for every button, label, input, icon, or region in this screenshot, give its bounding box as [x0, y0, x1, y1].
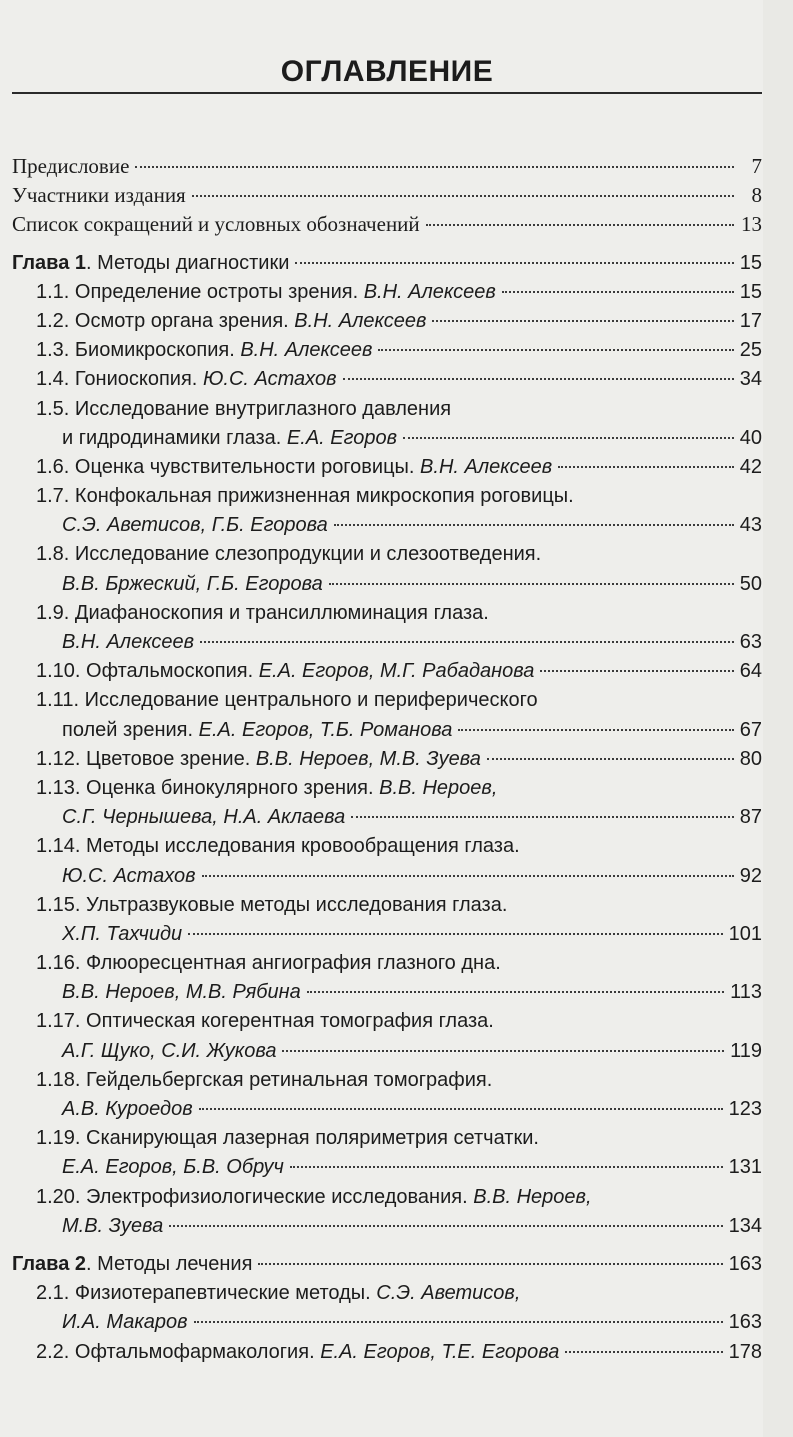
entry-text	[36, 336, 372, 365]
section-author: С.Э. Аветисов, Г.Б. Егорова	[62, 514, 328, 537]
section-title: Исследование слезопродукции и слезоотведения.	[74, 543, 542, 566]
section-author: В.В. Нероев, М.В. Зуева	[255, 747, 481, 770]
page-number: 101	[728, 922, 762, 945]
entry-text	[62, 1308, 188, 1337]
page-number: 113	[730, 981, 762, 1004]
section-number: 1.4.	[36, 368, 70, 391]
entry-text	[36, 832, 520, 861]
section-number: 1.19.	[36, 1127, 81, 1150]
page-number: 34	[739, 368, 762, 391]
toc-entry-1-6[interactable]	[12, 453, 762, 482]
entry-title: Участники издания	[12, 183, 186, 208]
leader-dots	[135, 166, 734, 168]
page-number: 8	[751, 183, 762, 208]
leader-dots	[200, 641, 734, 643]
entry-text	[36, 745, 481, 774]
section-title: Осмотр органа зрения.	[74, 309, 289, 332]
leader-dots	[295, 262, 733, 264]
entry-text	[36, 1066, 492, 1095]
section-title: Офтальмофармакология.	[74, 1340, 315, 1363]
entry-line-continued	[12, 1308, 762, 1337]
toc-chapter-1[interactable]	[12, 249, 762, 278]
section-title: Физиотерапевтические методы.	[74, 1282, 371, 1305]
entry-line-continued	[12, 978, 762, 1007]
entry-text	[62, 424, 397, 453]
page-number: 13	[741, 212, 762, 237]
entry-line	[12, 1183, 762, 1212]
entry-line	[12, 395, 762, 424]
toc-entry-1-8[interactable]	[12, 540, 762, 598]
toc-entry-1-4[interactable]	[12, 365, 762, 394]
entry-text	[36, 1007, 494, 1036]
section-number: 1.9.	[36, 601, 70, 624]
section-number: 1.2.	[36, 309, 70, 332]
section-title: Исследование внутриглазного давления	[74, 397, 452, 420]
section-title: Электрофизиологические исследования.	[86, 1185, 468, 1208]
page-number: 80	[739, 747, 762, 770]
section-author: Е.А. Егоров, Б.В. Обруч	[62, 1156, 284, 1179]
leader-dots	[540, 670, 733, 672]
toc-entry-1-20[interactable]	[12, 1183, 762, 1241]
entry-line-continued	[12, 1153, 762, 1182]
leader-dots	[343, 378, 734, 380]
page-edge-shadow	[763, 0, 793, 1437]
page-number: 50	[739, 572, 762, 595]
toc-entry-1-16[interactable]	[12, 949, 762, 1007]
section-author-continued: И.А. Макаров	[62, 1311, 188, 1334]
entry-line	[12, 307, 762, 336]
table-of-contents	[12, 152, 762, 1367]
section-number: 1.14.	[36, 835, 81, 858]
toc-entry-1-19[interactable]	[12, 1124, 762, 1182]
entry-text	[62, 803, 345, 832]
section-number: 2.1.	[36, 1282, 70, 1305]
entry-line	[12, 1066, 762, 1095]
section-title: Гониоскопия.	[74, 368, 198, 391]
page-number: 92	[739, 864, 762, 887]
leader-dots	[487, 758, 734, 760]
entry-text	[62, 716, 452, 745]
section-author: В.В. Нероев,	[473, 1185, 592, 1208]
leader-dots	[458, 729, 733, 731]
entry-text	[36, 1279, 520, 1308]
section-author: В.Н. Алексеев	[420, 455, 553, 478]
entry-text	[62, 511, 328, 540]
page-number: 178	[728, 1340, 762, 1363]
toc-entry-2-1[interactable]	[12, 1279, 762, 1337]
entry-text	[36, 599, 489, 628]
section-author: А.В. Куроедов	[62, 1098, 193, 1120]
toc-entry-1-1[interactable]	[12, 278, 762, 307]
entry-line-continued	[12, 424, 762, 453]
page-number: 123	[728, 1098, 762, 1120]
leader-dots	[188, 933, 722, 935]
toc-entry-1-12[interactable]	[12, 745, 762, 774]
entry-title: Список сокращений и условных обозначений	[12, 212, 420, 237]
leader-dots	[202, 875, 734, 877]
entry-text	[62, 862, 196, 891]
entry-line	[12, 774, 762, 803]
section-author: Х.П. Тахчиди	[62, 922, 183, 945]
entry-line	[12, 1279, 762, 1308]
entry-line-continued	[12, 803, 762, 832]
toc-entry-1-2[interactable]	[12, 307, 762, 336]
leader-dots	[307, 991, 724, 993]
section-title: Флюоресцентная ангиография глазного дна.	[86, 952, 501, 975]
leader-dots	[192, 195, 734, 197]
toc-entry-preface[interactable]	[12, 152, 762, 181]
entry-text	[36, 891, 507, 920]
toc-entry-1-10[interactable]	[12, 657, 762, 686]
toc-entry-1-15[interactable]	[12, 891, 762, 949]
leader-dots	[565, 1351, 722, 1353]
toc-entry-1-18[interactable]	[12, 1066, 762, 1124]
page-number: 163	[728, 1252, 762, 1275]
leader-dots	[403, 437, 734, 439]
entry-text	[36, 949, 501, 978]
section-author: В.Н. Алексеев	[294, 309, 427, 332]
entry-title: Предисловие	[12, 154, 130, 178]
section-number: 1.3.	[36, 339, 70, 362]
page-number: 131	[728, 1156, 762, 1179]
leader-dots	[426, 224, 734, 226]
section-title: Оценка чувствительности роговицы.	[74, 455, 415, 478]
entry-text	[36, 307, 426, 336]
section-author: В.Н. Алексеев	[363, 280, 496, 303]
leader-dots	[194, 1321, 723, 1323]
page-number: 15	[739, 280, 762, 303]
toc-entry-contributors[interactable]	[12, 181, 762, 210]
entry-text	[62, 1095, 193, 1124]
section-title: Офтальмоскопия.	[86, 660, 254, 683]
leader-dots	[432, 320, 733, 322]
entry-line	[12, 1338, 762, 1367]
entry-line	[12, 540, 762, 569]
section-author: В.В. Нероев, М.В. Рябина	[62, 981, 301, 1004]
toc-entry-1-11[interactable]	[12, 686, 762, 744]
entry-line	[12, 745, 762, 774]
toc-entry-2-2[interactable]	[12, 1338, 762, 1367]
page-number: 63	[739, 631, 762, 653]
section-author: Е.А. Егоров, Т.Е. Егорова	[320, 1340, 560, 1363]
toc-entry-1-5[interactable]	[12, 395, 762, 453]
entry-line-continued	[12, 862, 762, 891]
section-number: 1.17.	[36, 1010, 81, 1033]
section-author: В.Н. Алексеев	[240, 339, 373, 362]
section-author: Е.А. Егоров	[286, 426, 398, 449]
entry-text	[36, 482, 574, 511]
section-number: 1.12.	[36, 747, 81, 770]
entry-line	[12, 365, 762, 394]
section-author: А.Г. Щуко, С.И. Жукова	[62, 1039, 277, 1062]
section-number: 1.16.	[36, 952, 81, 975]
entry-text	[36, 395, 451, 424]
leader-dots	[351, 816, 733, 818]
toc-entry-1-14[interactable]	[12, 832, 762, 890]
section-number: 1.1.	[36, 280, 70, 303]
section-title: Ультразвуковые методы исследования глаза.	[86, 893, 508, 916]
entry-line-continued	[12, 716, 762, 745]
chapter-label: Глава 1	[12, 251, 87, 274]
entry-line	[12, 686, 762, 715]
entry-text	[36, 1124, 539, 1153]
leader-dots	[558, 466, 734, 468]
page-number: 67	[739, 718, 762, 741]
entry-line	[12, 453, 762, 482]
entry-line	[12, 1124, 762, 1153]
entry-text	[62, 570, 323, 599]
section-author: Е.А. Егоров, Т.Б. Романова	[198, 718, 453, 741]
section-number: 1.13.	[36, 776, 81, 799]
section-title: Диафаноскопия и трансиллюминация глаза.	[74, 601, 489, 624]
toc-page	[12, 0, 762, 1367]
entry-text	[62, 1212, 163, 1241]
section-title: Конфокальная прижизненная микроскопия роговицы.	[74, 485, 574, 508]
entry-line	[12, 599, 762, 628]
section-number: 1.11.	[36, 689, 79, 712]
leader-dots	[199, 1108, 723, 1110]
entry-text	[36, 774, 497, 803]
entry-line	[12, 891, 762, 920]
leader-dots	[282, 1050, 724, 1052]
entry-text	[36, 453, 552, 482]
entry-line	[12, 278, 762, 307]
page-number: 40	[739, 426, 762, 449]
page-title: ОГЛАВЛЕНИЕ	[280, 55, 494, 88]
entry-text	[36, 278, 496, 307]
entry-text	[62, 1037, 276, 1066]
entry-line-continued	[12, 1095, 762, 1124]
section-number: 2.2.	[36, 1340, 70, 1363]
page-number: 25	[739, 339, 762, 362]
chapter-label: Глава 2	[12, 1252, 87, 1275]
entry-line	[12, 1007, 762, 1036]
entry-text	[36, 540, 541, 569]
page-number: 17	[739, 309, 762, 332]
page-number: 134	[728, 1214, 762, 1237]
toc-entry-1-3[interactable]	[12, 336, 762, 365]
section-author: В.Н. Алексеев	[62, 631, 195, 653]
section-title: Оценка бинокулярного зрения.	[86, 776, 374, 799]
section-title: Гейдельбергская ретинальная томография.	[86, 1068, 493, 1091]
entry-line-continued	[12, 570, 762, 599]
section-number: 1.10.	[36, 660, 81, 683]
section-title: Определение остроты зрения.	[74, 280, 359, 303]
entry-text	[62, 628, 194, 657]
entry-line-continued	[12, 1037, 762, 1066]
section-title: Цветовое зрение.	[86, 747, 251, 770]
toc-entry-1-17[interactable]	[12, 1007, 762, 1065]
page-number: 119	[730, 1039, 762, 1062]
section-number: 1.5.	[36, 397, 70, 420]
section-author: Ю.С. Астахов	[202, 368, 337, 391]
section-number: 1.18.	[36, 1068, 81, 1091]
section-title-continued: полей зрения.	[62, 718, 194, 741]
section-number: 1.8.	[36, 543, 70, 566]
leader-dots	[290, 1166, 723, 1168]
section-author-continued: С.Г. Чернышева, Н.А. Аклаева	[62, 806, 346, 829]
section-title: Исследование центрального и периферического	[84, 689, 538, 712]
section-author: В.В. Бржеский, Г.Б. Егорова	[62, 572, 323, 595]
entry-line-continued	[12, 920, 762, 949]
section-title: Оптическая когерентная томография глаза.	[86, 1010, 494, 1033]
toc-chapter-2[interactable]	[12, 1250, 762, 1279]
page-number: 87	[739, 806, 762, 829]
title-rule	[12, 92, 762, 94]
leader-dots	[334, 524, 734, 526]
entry-line-continued	[12, 628, 762, 657]
page-number: 7	[751, 154, 762, 178]
section-title: Методы исследования кровообращения глаза.	[86, 835, 520, 858]
entry-text	[62, 920, 182, 949]
section-title: Биомикроскопия.	[74, 339, 235, 362]
page-number: 43	[739, 514, 762, 537]
section-author: В.В. Нероев,	[379, 776, 498, 799]
entry-line	[12, 336, 762, 365]
page-number: 15	[739, 251, 762, 274]
section-author: Е.А. Егоров, М.Г. Рабаданова	[258, 660, 535, 683]
toc-entry-1-13[interactable]	[12, 774, 762, 832]
section-author: С.Э. Аветисов,	[376, 1282, 521, 1305]
leader-dots	[502, 291, 734, 293]
page-number: 64	[739, 660, 762, 683]
section-number: 1.7.	[36, 485, 70, 508]
toc-entry-abbreviations[interactable]	[12, 210, 762, 239]
toc-entry-1-9[interactable]	[12, 599, 762, 657]
entry-line-continued	[12, 511, 762, 540]
section-number: 1.20.	[36, 1185, 81, 1208]
entry-line	[12, 949, 762, 978]
page-number: 163	[728, 1311, 762, 1334]
entry-text	[62, 1153, 284, 1182]
entry-line	[12, 657, 762, 686]
entry-text	[36, 657, 534, 686]
section-author: Ю.С. Астахов	[62, 864, 196, 887]
page-number: 42	[739, 455, 762, 478]
entry-text	[36, 365, 337, 394]
section-title-continued: и гидродинамики глаза.	[62, 426, 282, 449]
entry-text	[36, 1338, 559, 1367]
toc-entry-1-7[interactable]	[12, 482, 762, 540]
section-title: Сканирующая лазерная поляриметрия сетчатки.	[86, 1127, 539, 1150]
section-author-continued: М.В. Зуева	[62, 1214, 164, 1237]
leader-dots	[378, 349, 733, 351]
entry-text	[36, 1183, 592, 1212]
entry-line-continued	[12, 1212, 762, 1241]
chapter-title: . Методы лечения	[86, 1252, 253, 1275]
entry-line	[12, 482, 762, 511]
entry-text	[62, 978, 301, 1007]
leader-dots	[329, 583, 734, 585]
section-number: 1.15.	[36, 893, 81, 916]
entry-text	[36, 686, 538, 715]
leader-dots	[258, 1263, 722, 1265]
leader-dots	[169, 1225, 722, 1227]
chapter-title: . Методы диагностики	[86, 251, 290, 274]
entry-line	[12, 832, 762, 861]
section-number: 1.6.	[36, 455, 70, 478]
